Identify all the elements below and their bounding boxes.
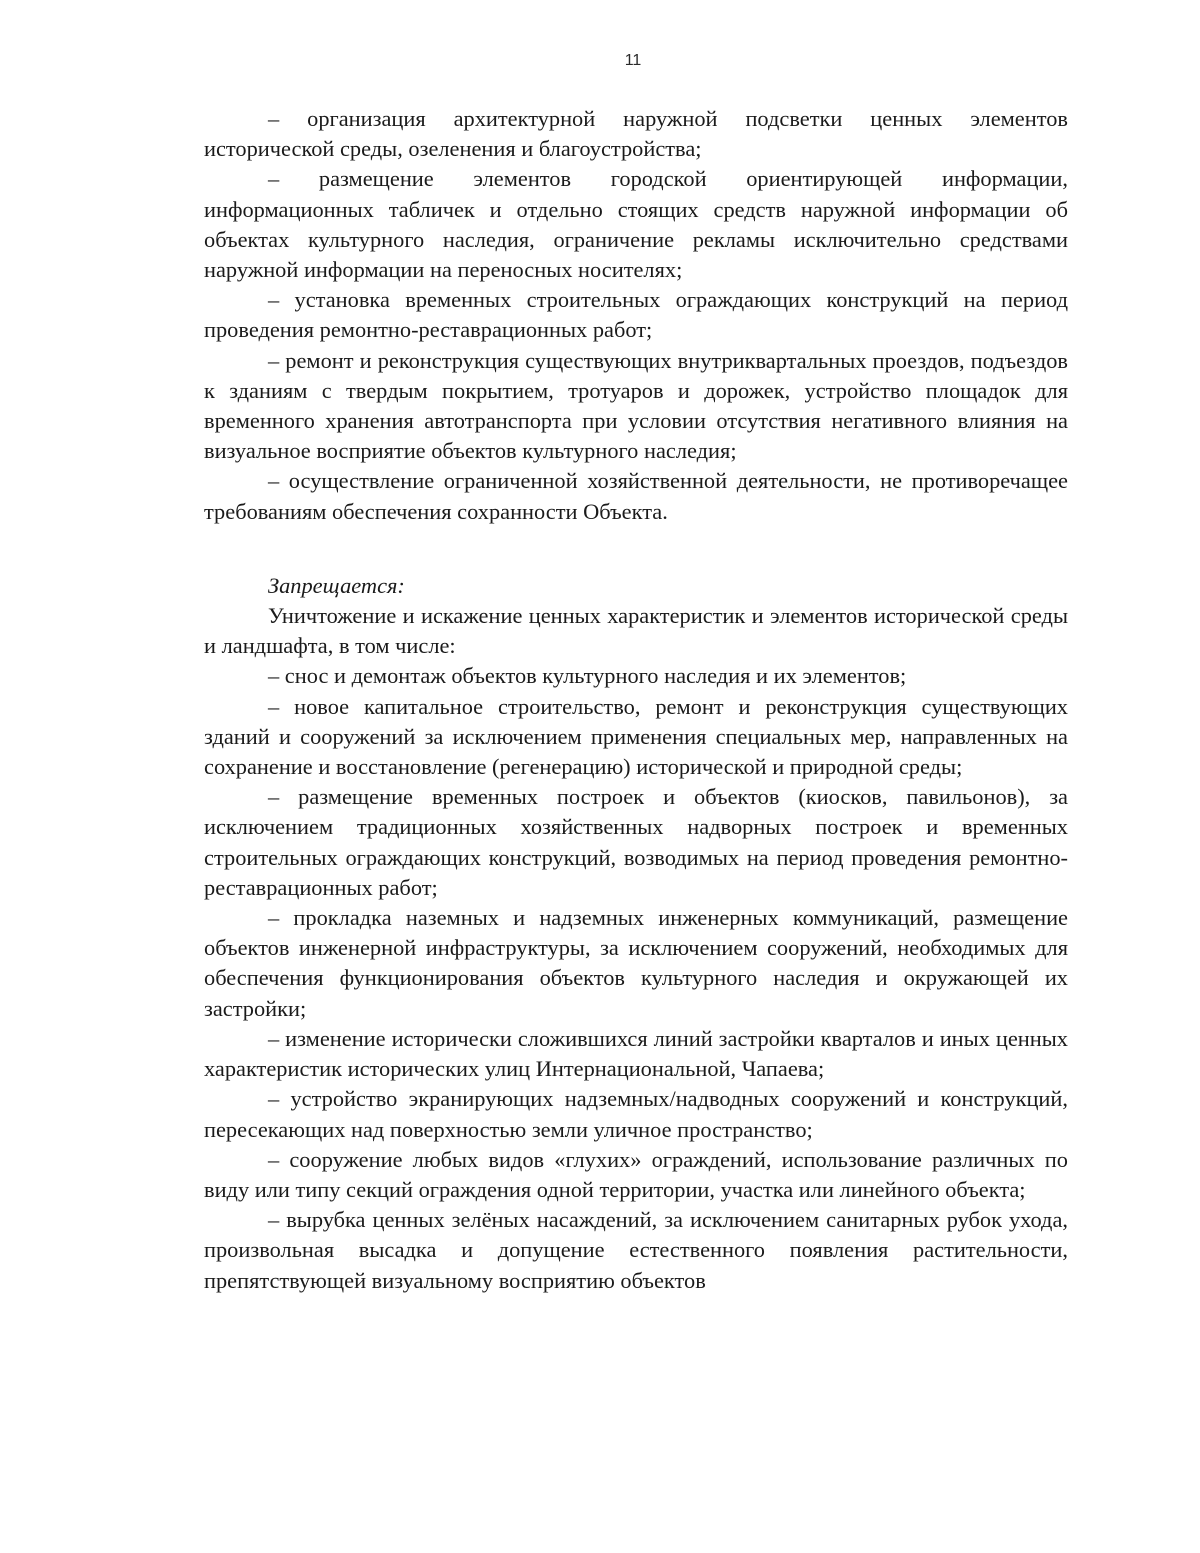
prohibited-item: – новое капитальное строительство, ремонт и реконструкция существующих зданий и сооружений за исключением применения специальных мер, направленных на сохранение и восстановление (регенерацию) исторической и природной среды;: [204, 693, 1068, 780]
document-body: [204, 104, 1068, 1296]
prohibited-item: – вырубка ценных зелёных насаждений, за исключением санитарных рубок ухода, произвольная высадка и допущение естественного появления растительности, препятствующей визуальному восприятию объектов: [204, 1207, 1068, 1293]
prohibited-intro: Уничтожение и искажение ценных характеристик и элементов исторической среды и ландшафта, в том числе:: [204, 603, 1068, 659]
prohibited-item: – изменение исторически сложившихся линий застройки кварталов и иных ценных характеристик исторических улиц Интернациональной, Чапаева;: [204, 1025, 1068, 1082]
page-number: 11: [624, 52, 642, 69]
prohibited-heading: Запрещается:: [268, 572, 405, 598]
prohibited-item: – устройство экранирующих надземных/надводных сооружений и конструкций, пересекающих над поверхностью земли уличное пространство;: [204, 1086, 1068, 1142]
allowed-item: – ремонт и реконструкция существующих внутриквартальных проездов, подъездов к зданиям с твердым покрытием, тротуаров и дорожек, устройство площадок для временного хранения автотранспорта при условии отсутствия негативного влияния на визуальное восприятие объектов культурного наследия;: [204, 347, 1068, 464]
prohibited-item: – снос и демонтаж объектов культурного наследия и их элементов;: [268, 663, 907, 689]
allowed-item: – осуществление ограниченной хозяйственной деятельности, не противоречащее требованиям обеспечения сохранности Объекта.: [204, 468, 1068, 524]
allowed-item: – организация архитектурной наружной подсветки ценных элементов исторической среды, озеленения и благоустройства;: [204, 106, 1068, 162]
allowed-item: – размещение элементов городской ориентирующей информации, информационных табличек и отдельно стоящих средств наружной информации об объектах культурного наследия, ограничение рекламы исключительно средствами наружной информации на переносных носителях;: [204, 166, 1068, 283]
allowed-item: – установка временных строительных ограждающих конструкций на период проведения ремонтно-реставрационных работ;: [204, 287, 1068, 343]
prohibited-item: – сооружение любых видов «глухих» ограждений, использование различных по виду или типу секций ограждения одной территории, участка или линейного объекта;: [204, 1146, 1068, 1202]
prohibited-item: – размещение временных построек и объектов (киосков, павильонов), за исключением традиционных хозяйственных надворных построек и временных строительных ограждающих конструкций, возводимых на период проведения ремонтно-реставрационных работ;: [204, 784, 1068, 900]
prohibited-item: – прокладка наземных и надземных инженерных коммуникаций, размещение объектов инженерной инфраструктуры, за исключением сооружений, необходимых для обеспечения функционирования объектов культурного наследия и окружающей их застройки;: [204, 905, 1068, 1021]
